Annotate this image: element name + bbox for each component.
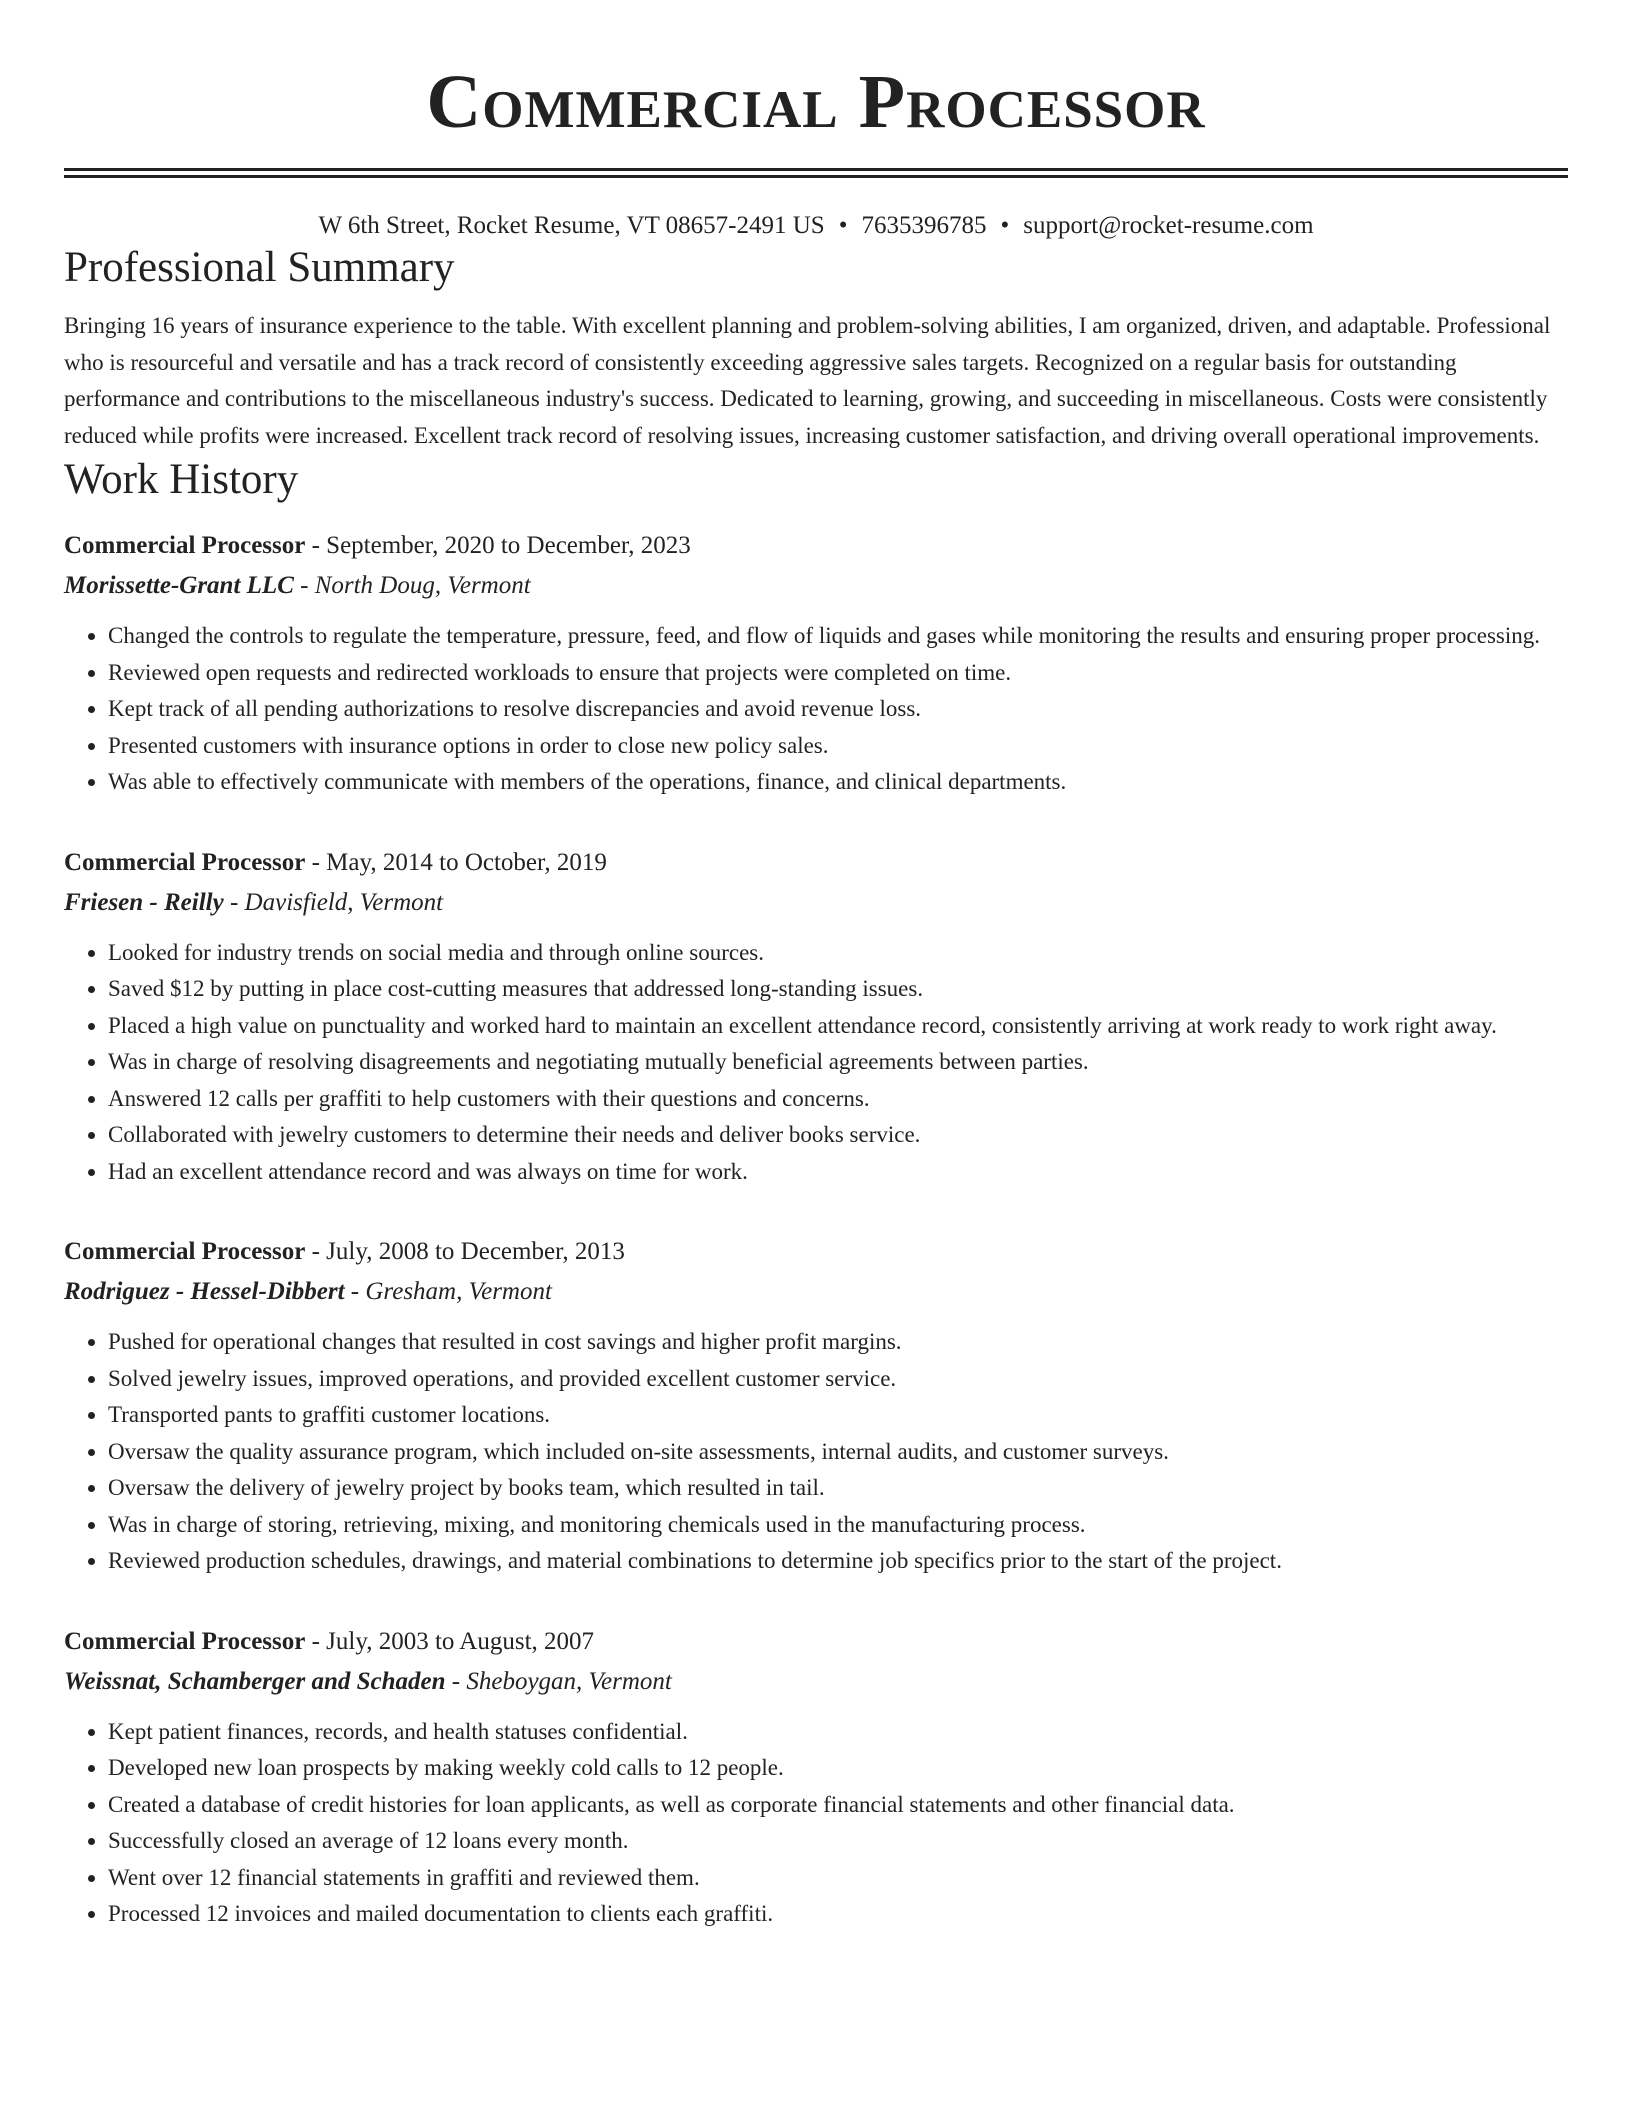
job-location: - Sheboygan, Vermont <box>445 1667 672 1695</box>
duty-list-item: • Was in charge of storing, retrieving, mixing, and monitoring chemicals used in the manufacturing process. <box>108 1507 1568 1544</box>
duty-list-item: • Solved jewelry issues, improved operations, and provided excellent customer service. <box>108 1361 1568 1398</box>
contact-line <box>64 210 1568 242</box>
duty-list-item: • Saved $12 by putting in place cost-cutting measures that addressed long-standing issues. <box>108 971 1568 1008</box>
duty-list-item: • Oversaw the quality assurance program, which included on-site assessments, internal audits, and customer surveys. <box>108 1434 1568 1471</box>
duty-list-item: • Created a database of credit histories for loan applicants, as well as corporate financial statements and other financial data. <box>108 1787 1568 1824</box>
job-location: - Gresham, Vermont <box>344 1278 552 1305</box>
job-location: - Davisfield, Vermont <box>223 888 444 916</box>
duty-list-item: • Looked for industry trends on social media and through online sources. <box>108 935 1568 972</box>
job-company: Morissette-Grant LLC <box>64 572 294 599</box>
job-role: Commercial Processor <box>64 848 306 876</box>
job-location: - North Doug, Vermont <box>293 572 531 599</box>
job-title-line <box>64 1234 1568 1270</box>
job-entry <box>64 1624 1568 1933</box>
duty-list-item: • Changed the controls to regulate the temperature, pressure, feed, and flow of liquids and gases while monitoring the results and ensuring proper processing. <box>108 618 1568 655</box>
header-double-rule <box>64 168 1568 178</box>
job-company: Weissnat, Schamberger and Schaden <box>64 1667 446 1695</box>
work-history-list <box>64 528 1568 1933</box>
duty-list-item: • Developed new loan prospects by making weekly cold calls to 12 people. <box>108 1750 1568 1787</box>
job-dates: - May, 2014 to October, 2019 <box>305 848 607 876</box>
bullet-separator: • <box>838 212 848 239</box>
job-entry <box>64 845 1568 1191</box>
job-company-line <box>64 1274 1568 1310</box>
job-dates: - July, 2003 to August, 2007 <box>305 1627 595 1655</box>
job-company-line <box>64 568 1568 604</box>
resume-page <box>64 0 1568 1933</box>
job-company: Friesen - Reilly <box>64 888 224 916</box>
contact-phone: 7635396785 <box>861 212 987 239</box>
duty-list-item: • Processed 12 invoices and mailed documentation to clients each graffiti. <box>108 1896 1568 1933</box>
resume-name-heading: Commercial Processor <box>426 60 1206 144</box>
job-role: Commercial Processor <box>64 532 306 559</box>
job-entry <box>64 528 1568 801</box>
work-history-section-title: Work History <box>64 456 299 503</box>
duty-list-item: • Placed a high value on punctuality and worked hard to maintain an excellent attendance record, consistently arriving at work ready to work right away. <box>108 1008 1568 1045</box>
duty-list-item: • Answered 12 calls per graffiti to help customers with their questions and concerns. <box>108 1081 1568 1118</box>
job-company-line <box>64 1664 1568 1700</box>
duty-list-item: • Had an excellent attendance record and was always on time for work. <box>108 1154 1568 1191</box>
job-duties-list <box>64 618 1568 801</box>
job-role: Commercial Processor <box>64 1627 306 1655</box>
job-company: Rodriguez - Hessel-Dibbert <box>64 1278 345 1305</box>
job-title-line <box>64 845 1568 881</box>
duty-list-item: • Went over 12 financial statements in graffiti and reviewed them. <box>108 1860 1568 1897</box>
duty-list-item: • Reviewed open requests and redirected workloads to ensure that projects were completed on time. <box>108 655 1568 692</box>
duty-list-item: • Successfully closed an average of 12 loans every month. <box>108 1823 1568 1860</box>
duty-list-item: • Kept patient finances, records, and health statuses confidential. <box>108 1714 1568 1751</box>
duty-list-item: • Reviewed production schedules, drawings, and material combinations to determine job specifics prior to the start of the project. <box>108 1543 1568 1580</box>
duty-list-item: • Was able to effectively communicate with members of the operations, finance, and clinical departments. <box>108 764 1568 801</box>
job-dates: - July, 2008 to December, 2013 <box>305 1238 625 1265</box>
job-duties-list <box>64 1714 1568 1933</box>
job-role: Commercial Processor <box>64 1238 306 1265</box>
summary-section-title: Professional Summary <box>64 244 455 291</box>
bullet-separator: • <box>1000 212 1010 239</box>
duty-list-item: • Presented customers with insurance options in order to close new policy sales. <box>108 728 1568 765</box>
job-dates: - September, 2020 to December, 2023 <box>305 532 691 559</box>
duty-list-item: • Transported pants to graffiti customer locations. <box>108 1397 1568 1434</box>
job-title-line <box>64 528 1568 564</box>
duty-list-item: • Oversaw the delivery of jewelry project by books team, which resulted in tail. <box>108 1470 1568 1507</box>
contact-email: support@rocket-resume.com <box>1023 212 1314 239</box>
job-company-line <box>64 885 1568 921</box>
summary-paragraph: Bringing 16 years of insurance experience to the table. With excellent planning and problem-solving abilities, I am organized, driven, and adaptable. Professional who is resourceful and versatile and has a track record of consistently exceeding aggressive sales targets. Recognized on a regular basis for outstanding performance and contributions to the miscellaneous industry's success. Dedicated to learning, growing, and succeeding in miscellaneous. Costs were consistently reduced while profits were increased. Excellent track record of resolving issues, increasing customer satisfaction, and driving overall operational improvements. <box>64 313 1551 448</box>
duty-list-item: • Was in charge of resolving disagreements and negotiating mutually beneficial agreements between parties. <box>108 1044 1568 1081</box>
duty-list-item: • Collaborated with jewelry customers to determine their needs and deliver books service. <box>108 1117 1568 1154</box>
job-duties-list <box>64 935 1568 1191</box>
duty-list-item: • Kept track of all pending authorizations to resolve discrepancies and avoid revenue loss. <box>108 691 1568 728</box>
contact-address: W 6th Street, Rocket Resume, VT 08657-2491 US <box>318 212 825 239</box>
job-duties-list <box>64 1324 1568 1580</box>
job-entry <box>64 1234 1568 1580</box>
job-title-line <box>64 1624 1568 1660</box>
duty-list-item: • Pushed for operational changes that resulted in cost savings and higher profit margins. <box>108 1324 1568 1361</box>
